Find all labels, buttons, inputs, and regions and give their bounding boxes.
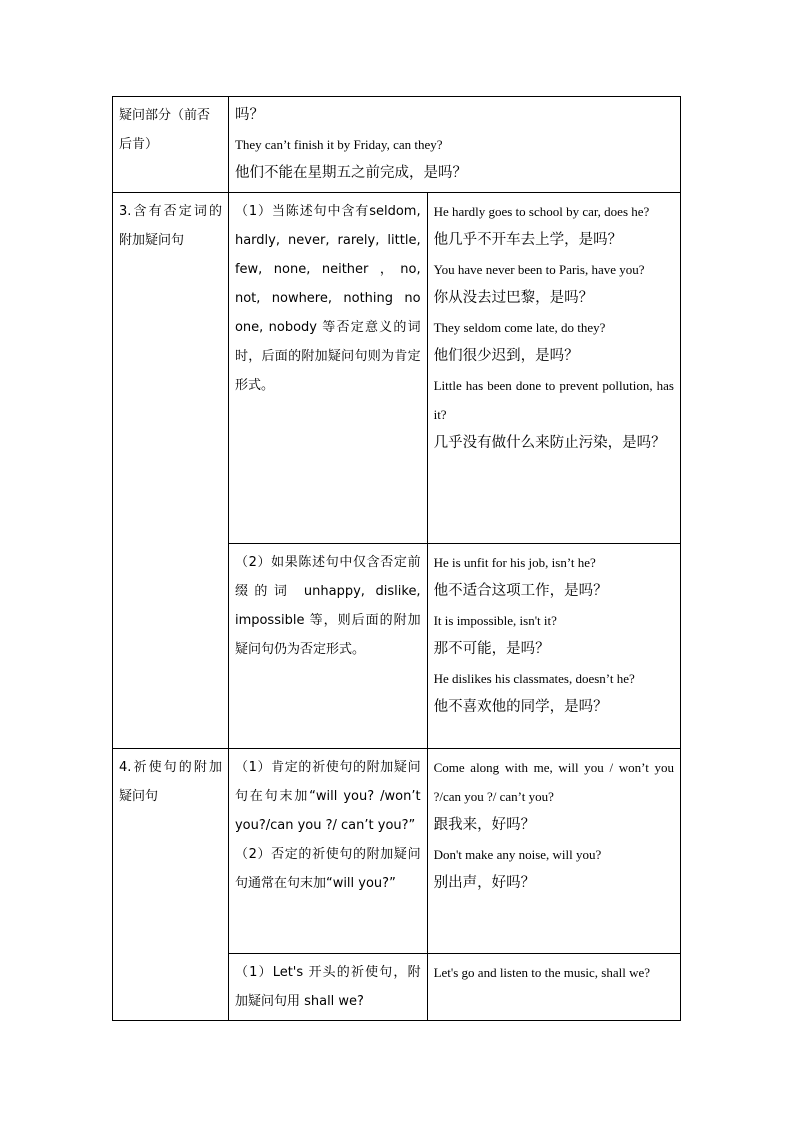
example-line: It is impossible, isn't it? <box>433 613 557 628</box>
rule-text: （1）当陈述句中含有seldom, hardly, never, rarely, little, few, none, neither ，no, not, nowhere, nothing no one, nobody 等否定意义的词时，后面的附加疑问句则为肯定形式。 <box>234 204 421 393</box>
example-line: They seldom come late, do they? <box>433 320 606 335</box>
rule-text: （2）如果陈述句中仅含否定前缀的词 unhappy, dislike, impossible 等，则后面的附加疑问句仍为否定形式。 <box>234 555 421 657</box>
example-line: Come along with me, will you / won’t you ?/can you ?/ can’t you? <box>433 760 674 804</box>
example-line: 他几乎不开车去上学，是吗？ <box>433 232 623 248</box>
grammar-table <box>112 96 681 1021</box>
rule-text: （1）肯定的祈使句的附加疑问句在句末加“will you? /won’t you?/can you ?/ can’t you?” <box>234 760 421 833</box>
rule-text: （1）Let's 开头的祈使句，附加疑问句用 shall we? <box>234 965 421 1009</box>
example-line: 跟我来，好吗？ <box>433 817 536 833</box>
example-line: 他们很少迟到，是吗？ <box>433 348 579 364</box>
table-row <box>113 193 681 544</box>
rule-cell <box>228 749 427 954</box>
example-cell <box>427 193 680 544</box>
category-label: 3.含有否定词的附加疑问句 <box>119 204 222 248</box>
table-row <box>113 97 681 193</box>
example-line: 你从没去过巴黎，是吗？ <box>433 290 594 306</box>
rule-text: （2）否定的祈使句的附加疑问句通常在句末加“will you?” <box>234 847 421 891</box>
example-line: Little has been done to prevent pollution, has it? <box>433 378 674 422</box>
example-line: 那不可能，是吗？ <box>433 641 550 657</box>
example-line: 别出声，好吗？ <box>433 875 536 891</box>
example-cell <box>427 954 680 1021</box>
example-cell <box>228 97 680 193</box>
example-line: He hardly goes to school by car, does he? <box>433 204 650 219</box>
rule-cell <box>228 954 427 1021</box>
example-cell <box>427 544 680 749</box>
table-row <box>113 749 681 954</box>
example-line: 他不喜欢他的同学，是吗？ <box>433 699 608 715</box>
example-line: 几乎没有做什么来防止污染，是吗？ <box>433 435 666 451</box>
example-line: 吗？ <box>234 107 264 123</box>
rule-cell <box>228 544 427 749</box>
example-line: You have never been to Paris, have you? <box>433 262 645 277</box>
category-cell <box>113 193 229 749</box>
example-line: 他们不能在星期五之前完成，是吗？ <box>234 165 467 181</box>
example-line: He is unfit for his job, isn’t he? <box>433 555 596 570</box>
category-cell <box>113 749 229 1021</box>
rule-cell <box>228 193 427 544</box>
category-label: 4.祈使句的附加疑问句 <box>119 760 222 804</box>
example-line: 他不适合这项工作，是吗？ <box>433 583 608 599</box>
example-line: They can’t finish it by Friday, can they? <box>234 137 443 152</box>
example-line: Don't make any noise, will you? <box>433 847 602 862</box>
example-line: Let's go and listen to the music, shall we? <box>433 965 651 980</box>
example-cell <box>427 749 680 954</box>
category-label: 疑问部分（前否后肯） <box>119 108 211 152</box>
category-cell <box>113 97 229 193</box>
example-line: He dislikes his classmates, doesn’t he? <box>433 671 635 686</box>
